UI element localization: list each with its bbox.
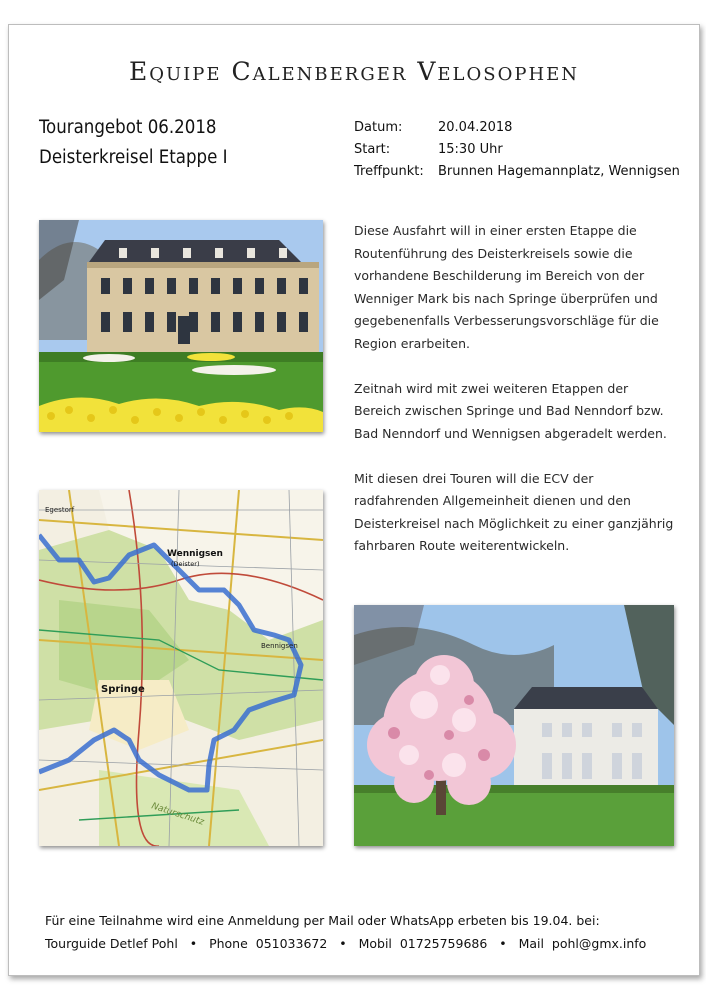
guide-name: Tourguide Detlef Pohl xyxy=(45,936,178,951)
mail-address: Mail pohl@gmx.info xyxy=(518,936,647,951)
detail-label: Datum: xyxy=(354,120,403,135)
tour-details xyxy=(354,117,680,183)
mobile-number: Mobil 01725759686 xyxy=(358,936,488,951)
detail-value: Brunnen Hagemannplatz, Wennigsen xyxy=(438,164,680,179)
map-label-nature-reserve: Naturschutz xyxy=(150,801,205,828)
registration-note: Für eine Teilnahme wird eine Anmeldung per Mail oder WhatsApp erbeten bis 19.04. bei: xyxy=(45,913,600,928)
separator-dot: • xyxy=(499,936,507,951)
detail-date xyxy=(354,117,680,139)
detail-label: Treffpunkt: xyxy=(354,164,424,179)
intro-text xyxy=(354,220,674,580)
detail-value: 20.04.2018 xyxy=(438,120,513,135)
detail-start xyxy=(354,139,680,161)
map-label-springe: Springe xyxy=(101,684,145,695)
tour-name: Deisterkreisel Etappe I xyxy=(39,147,228,168)
detail-value: 15:30 Uhr xyxy=(438,142,503,157)
tour-heading xyxy=(39,113,228,173)
detail-label: Start: xyxy=(354,142,391,157)
manor-house-photo xyxy=(39,220,323,432)
intro-paragraph: Diese Ausfahrt will in einer ersten Etappe die Routenführung des Deisterkreisels sowie die vorhandene Beschilderung im Bereich von der Wenniger Mark bis nach Springe überprüfen und gegebenenfalls Verbesserungsvorschläge für die Region erarbeiten. xyxy=(354,223,659,351)
flyer-page xyxy=(8,24,700,976)
contact-line xyxy=(45,932,646,955)
phone-number: Phone 051033672 xyxy=(209,936,328,951)
intro-paragraph: Zeitnah wird mit zwei weiteren Etappen der Bereich zwischen Springe und Bad Nenndorf bzw. Bad Nenndorf und Wennigsen abgeradelt werden. xyxy=(354,380,667,441)
magnolia-villa-photo xyxy=(354,605,674,846)
route-map xyxy=(39,490,323,846)
separator-dot: • xyxy=(339,936,347,951)
intro-paragraph: Mit diesen drei Touren will die ECV der radfahrenden Allgemeinheit dienen und den Deisterkreisel nach Möglichkeit zu einer ganzjährig fahrbaren Route weiterentwickeln. xyxy=(354,470,674,553)
map-label-egestorf: Egestorf xyxy=(45,506,75,514)
map-label-bennigsen: Bennigsen xyxy=(261,642,298,650)
footer xyxy=(45,909,646,955)
map-label-deister: (Deister) xyxy=(171,560,200,568)
tour-number: Tourangebot 06.2018 xyxy=(39,117,217,138)
map-label-wennigsen: Wennigsen xyxy=(167,549,223,559)
separator-dot: • xyxy=(189,936,198,951)
page-title: Equipe Calenberger Velosophen xyxy=(128,57,580,86)
detail-meeting-point xyxy=(354,161,680,183)
